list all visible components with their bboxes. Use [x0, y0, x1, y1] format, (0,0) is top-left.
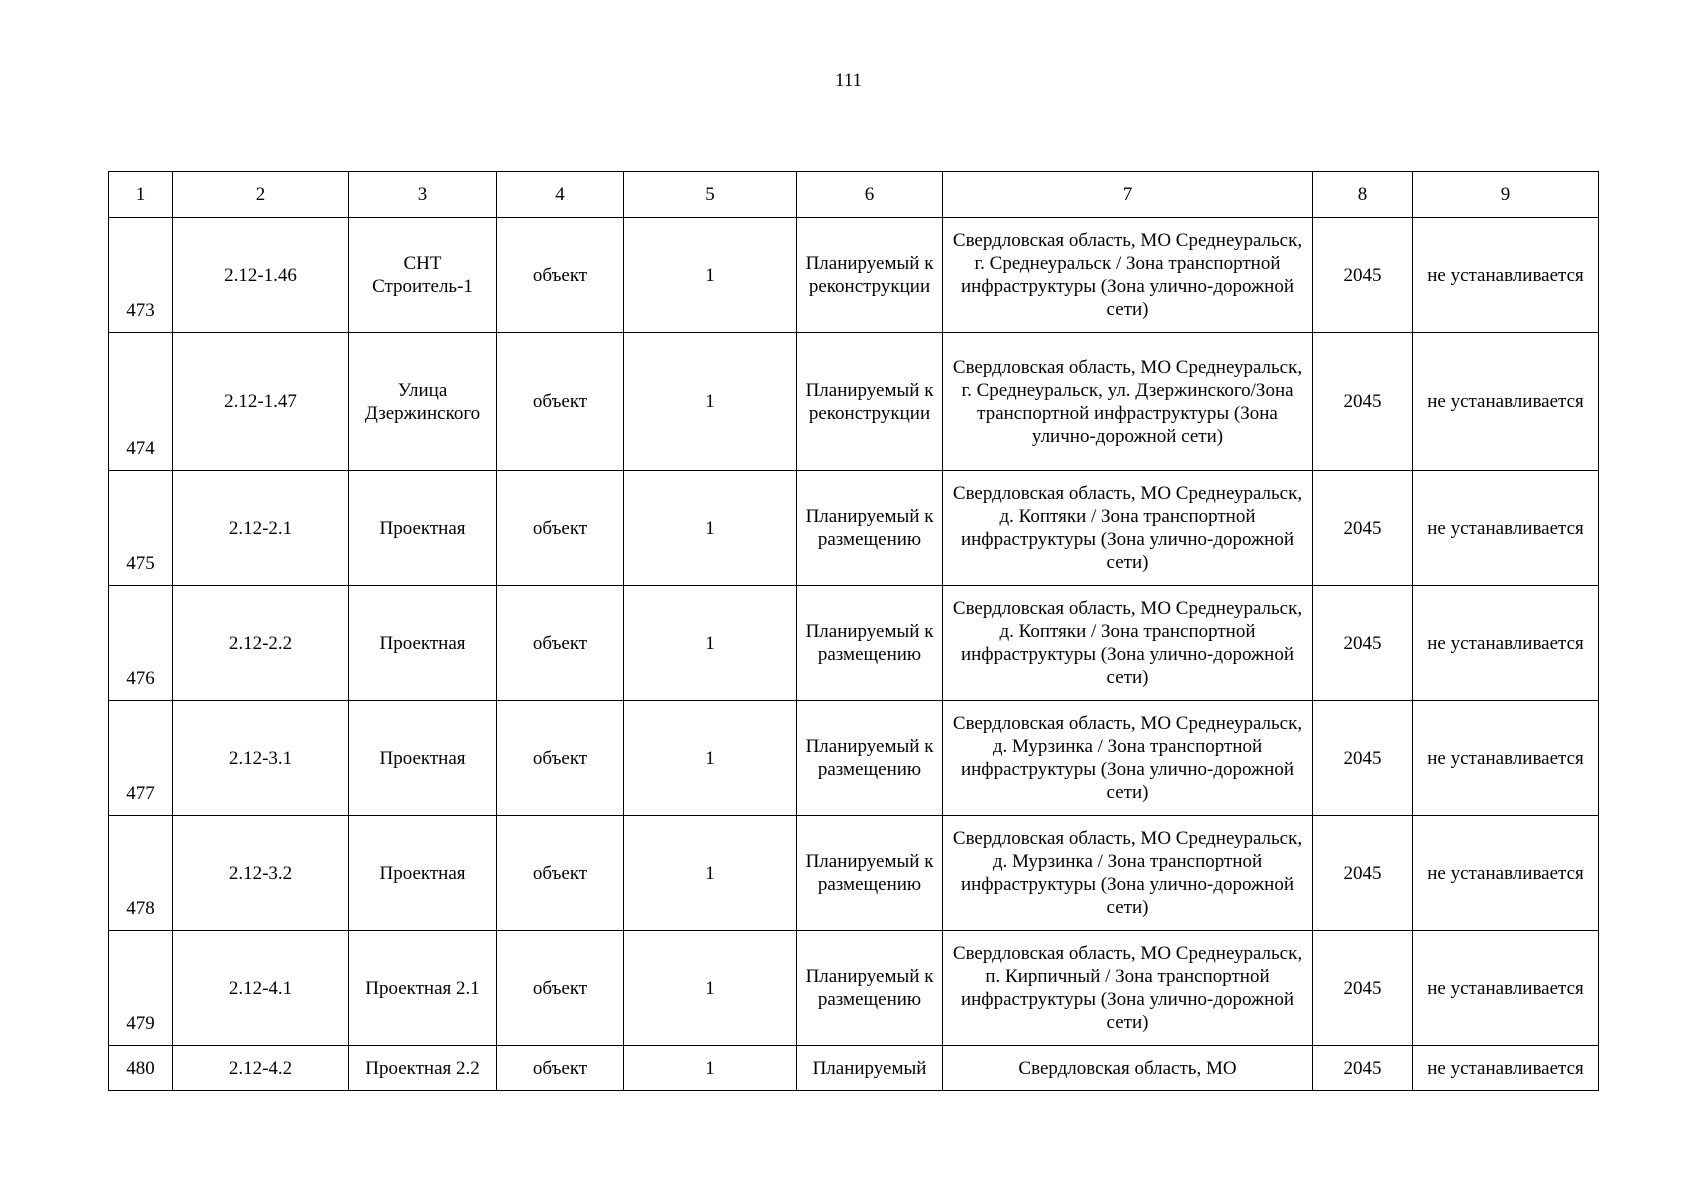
object-location: Свердловская область, МО Среднеуральск, г. Среднеуральск / Зона транспортной инфраструктуры (Зона улично-дорожной сети)	[943, 218, 1313, 333]
object-year: 2045	[1313, 218, 1413, 333]
table-row	[109, 586, 1599, 701]
object-quantity: 1	[624, 471, 797, 586]
object-zone: не устанавливается	[1413, 586, 1599, 701]
object-zone: не устанавливается	[1413, 816, 1599, 931]
object-status: Планируемый к размещению	[797, 586, 943, 701]
column-header: 4	[497, 172, 624, 218]
page-number: 111	[834, 70, 863, 91]
object-location: Свердловская область, МО	[943, 1046, 1313, 1091]
object-status: Планируемый к размещению	[797, 471, 943, 586]
object-unit: объект	[497, 931, 624, 1046]
column-header: 7	[943, 172, 1313, 218]
column-header: 3	[349, 172, 497, 218]
table-row	[109, 1046, 1599, 1091]
object-unit: объект	[497, 816, 624, 931]
object-location: Свердловская область, МО Среднеуральск, г. Среднеуральск, ул. Дзержинского/Зона транспортной инфраструктуры (Зона улично-дорожной сети)	[943, 333, 1313, 471]
row-number: 480	[109, 1046, 173, 1091]
object-status: Планируемый	[797, 1046, 943, 1091]
column-header: 8	[1313, 172, 1413, 218]
object-code: 2.12-4.2	[173, 1046, 349, 1091]
object-zone: не устанавливается	[1413, 471, 1599, 586]
object-code: 2.12-2.1	[173, 471, 349, 586]
object-code: 2.12-1.47	[173, 333, 349, 471]
object-quantity: 1	[624, 586, 797, 701]
row-number: 475	[109, 471, 173, 586]
object-year: 2045	[1313, 471, 1413, 586]
object-location: Свердловская область, МО Среднеуральск, д. Мурзинка / Зона транспортной инфраструктуры (Зона улично-дорожной сети)	[943, 816, 1313, 931]
object-quantity: 1	[624, 816, 797, 931]
object-zone: не устанавливается	[1413, 701, 1599, 816]
object-year: 2045	[1313, 701, 1413, 816]
object-zone: не устанавливается	[1413, 931, 1599, 1046]
object-quantity: 1	[624, 931, 797, 1046]
object-zone: не устанавливается	[1413, 218, 1599, 333]
object-code: 2.12-3.1	[173, 701, 349, 816]
table-row	[109, 701, 1599, 816]
object-status: Планируемый к размещению	[797, 816, 943, 931]
row-number: 474	[109, 333, 173, 471]
object-name: Проектная	[349, 816, 497, 931]
object-code: 2.12-1.46	[173, 218, 349, 333]
column-header: 5	[624, 172, 797, 218]
objects-table	[108, 171, 1599, 1091]
table-row	[109, 471, 1599, 586]
object-location: Свердловская область, МО Среднеуральск, п. Кирпичный / Зона транспортной инфраструктуры (Зона улично-дорожной сети)	[943, 931, 1313, 1046]
row-number: 476	[109, 586, 173, 701]
column-header: 9	[1413, 172, 1599, 218]
object-year: 2045	[1313, 816, 1413, 931]
object-quantity: 1	[624, 218, 797, 333]
object-unit: объект	[497, 471, 624, 586]
object-status: Планируемый к реконструкции	[797, 218, 943, 333]
table-row	[109, 931, 1599, 1046]
object-name: Проектная	[349, 471, 497, 586]
object-quantity: 1	[624, 333, 797, 471]
object-status: Планируемый к реконструкции	[797, 333, 943, 471]
object-year: 2045	[1313, 586, 1413, 701]
object-zone: не устанавливается	[1413, 333, 1599, 471]
table-row	[109, 816, 1599, 931]
object-location: Свердловская область, МО Среднеуральск, д. Коптяки / Зона транспортной инфраструктуры (Зона улично-дорожной сети)	[943, 471, 1313, 586]
object-year: 2045	[1313, 1046, 1413, 1091]
object-location: Свердловская область, МО Среднеуральск, д. Мурзинка / Зона транспортной инфраструктуры (Зона улично-дорожной сети)	[943, 701, 1313, 816]
object-unit: объект	[497, 586, 624, 701]
object-unit: объект	[497, 701, 624, 816]
object-name: Проектная 2.2	[349, 1046, 497, 1091]
table-row	[109, 218, 1599, 333]
object-status: Планируемый к размещению	[797, 701, 943, 816]
row-number: 478	[109, 816, 173, 931]
row-number: 477	[109, 701, 173, 816]
object-code: 2.12-2.2	[173, 586, 349, 701]
table-row	[109, 333, 1599, 471]
object-year: 2045	[1313, 931, 1413, 1046]
object-quantity: 1	[624, 1046, 797, 1091]
column-header: 2	[173, 172, 349, 218]
row-number: 479	[109, 931, 173, 1046]
column-header: 1	[109, 172, 173, 218]
header-row	[109, 172, 1599, 218]
object-name: СНТ Строитель-1	[349, 218, 497, 333]
row-number: 473	[109, 218, 173, 333]
object-code: 2.12-4.1	[173, 931, 349, 1046]
object-status: Планируемый к размещению	[797, 931, 943, 1046]
column-header: 6	[797, 172, 943, 218]
object-unit: объект	[497, 218, 624, 333]
object-name: Проектная 2.1	[349, 931, 497, 1046]
object-quantity: 1	[624, 701, 797, 816]
object-zone: не устанавливается	[1413, 1046, 1599, 1091]
object-name: Улица Дзержинского	[349, 333, 497, 471]
object-name: Проектная	[349, 701, 497, 816]
object-unit: объект	[497, 333, 624, 471]
object-code: 2.12-3.2	[173, 816, 349, 931]
object-name: Проектная	[349, 586, 497, 701]
object-year: 2045	[1313, 333, 1413, 471]
object-unit: объект	[497, 1046, 624, 1091]
object-location: Свердловская область, МО Среднеуральск, д. Коптяки / Зона транспортной инфраструктуры (Зона улично-дорожной сети)	[943, 586, 1313, 701]
